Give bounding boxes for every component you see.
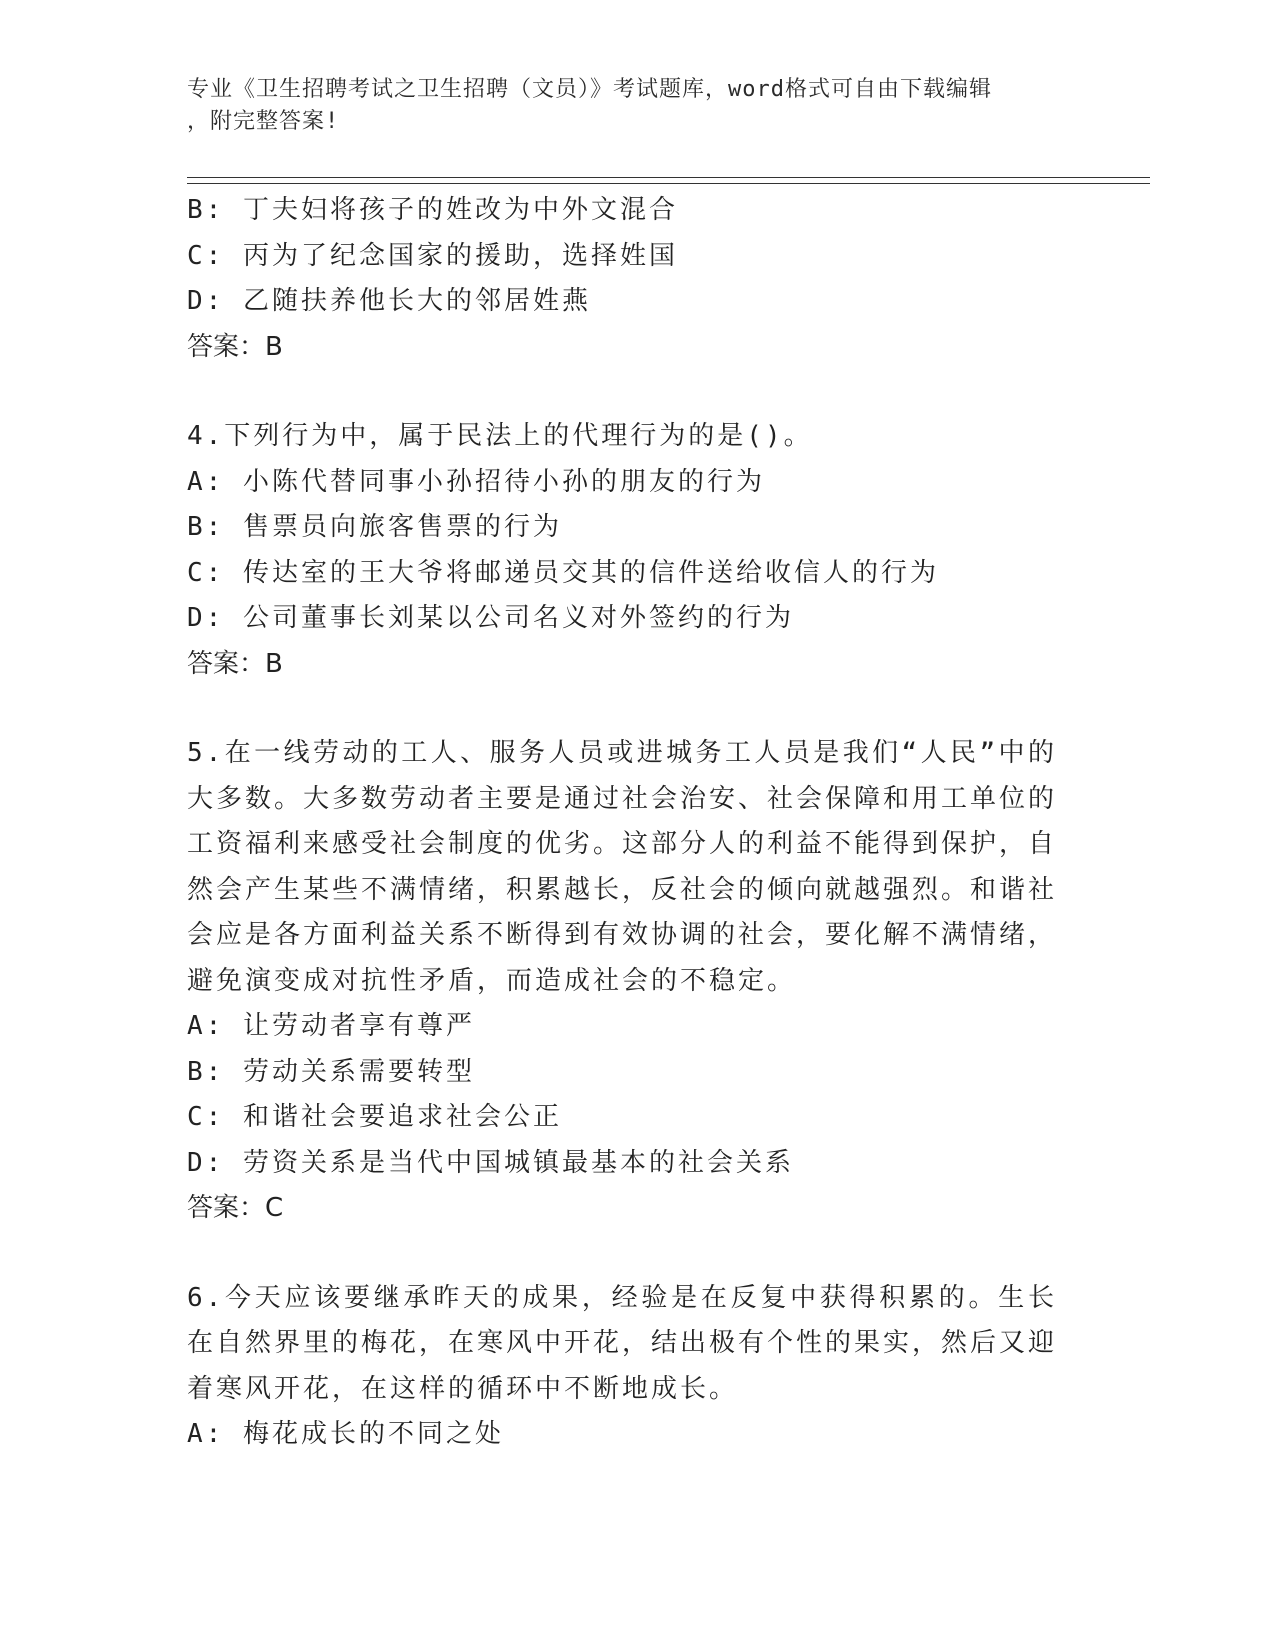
document-header <box>187 74 1067 138</box>
header-divider-top <box>187 177 1150 178</box>
option-c: C: 和谐社会要追求社会公正 <box>187 1102 562 1132</box>
header-line-2: ，附完整答案! <box>187 109 340 134</box>
option-b: B: 售票员向旅客售票的行为 <box>187 512 562 542</box>
question-5 <box>187 731 1067 1232</box>
option-a: A: 梅花成长的不同之处 <box>187 1419 504 1449</box>
option-d: D: 乙随扶养他长大的邻居姓燕 <box>187 286 591 316</box>
answer-line: 答案：B <box>187 331 283 362</box>
header-divider-bottom <box>187 183 1150 184</box>
question-gap <box>187 687 1067 731</box>
question-stem: 5.在一线劳动的工人、服务人员或进城务工人员是我们“人民”中的大多数。大多数劳动者主要是通过社会治安、社会保障和用工单位的工资福利来感受社会制度的优劣。这部分人的利益不能得到保护，自然会产生某些不满情绪，积累越长，反社会的倾向就越强烈。和谐社会应是各方面利益关系不断得到有效协调的社会，要化解不满情绪，避免演变成对抗性矛盾，而造成社会的不稳定。 <box>187 738 1058 996</box>
option-d: D: 公司董事长刘某以公司名义对外签约的行为 <box>187 603 794 633</box>
option-c: C: 丙为了纪念国家的援助，选择姓国 <box>187 240 678 271</box>
question-6 <box>187 1276 1067 1458</box>
question-4 <box>187 414 1067 687</box>
question-gap <box>187 1232 1067 1276</box>
question-3-tail <box>187 188 1067 370</box>
question-gap <box>187 370 1067 414</box>
option-b: B: 丁夫妇将孩子的姓改为中外文混合 <box>187 195 678 225</box>
answer-line: 答案：B <box>187 648 283 679</box>
option-d: D: 劳资关系是当代中国城镇最基本的社会关系 <box>187 1147 794 1178</box>
question-stem: 6.今天应该要继承昨天的成果，经验是在反复中获得积累的。生长在自然界里的梅花，在寒风中开花，结出极有个性的果实，然后又迎着寒风开花，在这样的循环中不断地成长。 <box>187 1282 1058 1404</box>
question-stem: 4.下列行为中，属于民法上的代理行为的是()。 <box>187 421 813 451</box>
header-line-1: 专业《卫生招聘考试之卫生招聘（文员）》考试题库，word格式可自由下载编辑 <box>187 77 992 102</box>
option-c: C: 传达室的王大爷将邮递员交其的信件送给收信人的行为 <box>187 557 939 588</box>
question-list <box>187 188 1067 1458</box>
option-a: A: 让劳动者享有尊严 <box>187 1011 475 1041</box>
answer-line: 答案：C <box>187 1193 284 1223</box>
option-b: B: 劳动关系需要转型 <box>187 1056 475 1087</box>
option-a: A: 小陈代替同事小孙招待小孙的朋友的行为 <box>187 466 765 497</box>
